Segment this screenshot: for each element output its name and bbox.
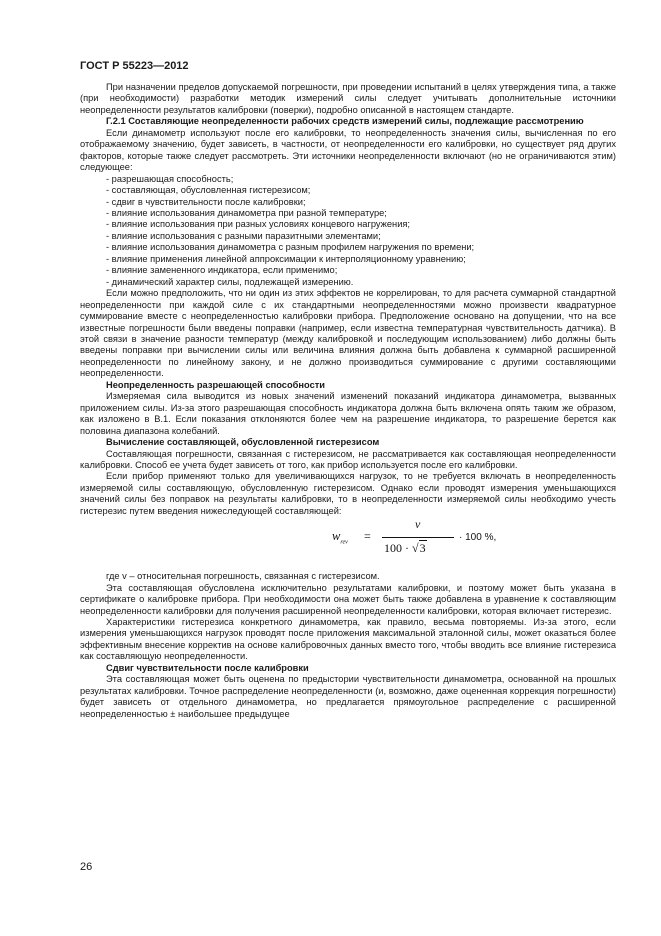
- section-heading: Сдвиг чувствительности после калибровки: [106, 662, 309, 673]
- page-number: 26: [80, 861, 93, 873]
- formula-denominator: 100 · √3: [384, 541, 426, 556]
- hysteresis-formula: [80, 517, 616, 571]
- list-item: - влияние использования при разных условиях концевого нагружения;: [106, 219, 411, 230]
- list-item: - составляющая, обусловленная гистерезисом;: [106, 185, 311, 196]
- body-paragraph: Составляющая погрешности, связанная с гистерезисом, не рассматривается как составляющая неопределенности калибровки. Способ ее учета будет зависеть от того, как прибор используется после его калибровки.: [80, 448, 616, 470]
- list-item: - влияние использования динамометра при разной температуре;: [106, 207, 387, 218]
- fraction-bar: [382, 537, 454, 538]
- document-header: ГОСТ Р 55223—2012: [80, 60, 189, 72]
- list-item: - сдвиг в чувствительности после калибровки;: [106, 196, 306, 207]
- formula-equals: =: [364, 529, 371, 544]
- formula-lhs: $w_{rev}$: [332, 529, 348, 546]
- section-heading: Неопределенность разрешающей способности: [106, 379, 326, 390]
- list-item: - влияние использования динамометра с разным профилем нагружения по времени;: [106, 242, 475, 253]
- formula-numerator: v: [415, 517, 421, 532]
- body-paragraph: Эта составляющая обусловлена исключительно результатами калибровки, и поэтому может быть указана в сертификате о калибровке прибора. При необходимости она может быть также добавлена в уравнение к составляющим неопределенности калибровки для получения расширенной неопределенности калибровки, которая включает гистерезис.: [80, 582, 616, 616]
- body-paragraph: Эта составляющая может быть оценена по предыстории чувствительности динамометра, основанной на прошлых результатах калибровки. Точное распределение неопределенности (и, возможно, даже оцененная коррекция погрешности) будет зависеть от отдельного динамометра, но предлагается прямоугольное распределение с расширенной неопределенностью ± наибольшее предыдущее: [80, 674, 616, 719]
- body-paragraph: Характеристики гистерезиса конкретного динамометра, как правило, весьма повторяемы. Из-за этого, если измерения уменьшающихся нагрузок проводят после приложения максимальной эталонной силы, может оказаться более эффективным внесение корректив на основе калибровочных данных вместо того, чтобы вводить все влияние гистерезиса как составляющую неопределенности.: [80, 617, 616, 662]
- document-body: [80, 82, 616, 720]
- formula-explanation: где v – относительная погрешность, связанная с гистерезисом.: [106, 571, 380, 582]
- body-paragraph: При назначении пределов допускаемой погрешности, при проведении испытаний в целях утверждения типа, а также (при необходимости) разработки методик измерений силы следует учитывать дополнительные источники неопределенности результатов калибровки (поверки), подробно описанной в настоящем стандарте.: [80, 82, 616, 115]
- body-paragraph: Если можно предположить, что ни один из этих эффектов не коррелирован, то для расчета суммарной стандартной неопределенности при каждой силе с их стандартными неопределенностями можно произвести квадратурное суммирование вместе с неопределенностью калибровки прибора. Предположение основано на допущении, что на все известные погрешности были введены поправки (например, если известна температурная чувствительность датчика). В этой связи в значение разности температур (между калибровкой и последующим использованием) либо должны быть введены поправки при вычислении силы или величина влияния должна быть добавлена к суммарной расширенной неопределенности по линейному закону, и не должно производиться суммирование с другими составляющими неопределенности.: [80, 288, 616, 379]
- body-paragraph: Измеряемая сила выводится из новых значений изменений показаний индикатора динамометра, вызванных приложением силы. Из-за этого разрешающая способность индикатора должна быть включена опять таким же образом, как изложено в В.1. Если показания отклоняются более чем на разрешение индикатора, то разрешение берется как половина диапазона колебаний.: [80, 391, 616, 436]
- list-item: - влияние использования с разными паразитными элементами;: [106, 230, 381, 241]
- list-item: - разрешающая способность;: [106, 173, 234, 184]
- list-item: - динамический характер силы, подлежащей измерению.: [106, 276, 354, 287]
- section-heading: Г.2.1 Составляющие неопределенности рабочих средств измерений силы, подлежащие рассмотрению: [106, 116, 584, 127]
- body-paragraph: Если прибор применяют только для увеличивающихся нагрузок, то не требуется включать в неопределенность измеряемой силы составляющую, обусловленную гистерезисом. Однако если проводят измерения уменьшающихся значений силы без поправок на результаты калибровки, то в неопределенности измеряемой силы необходимо учесть гистерезис путем введения нижеследующей составляющей:: [80, 471, 616, 516]
- formula-tail: · 100 %,: [459, 532, 497, 544]
- list-item: - влияние замененного индикатора, если применимо;: [106, 265, 338, 276]
- section-heading: Вычисление составляющей, обусловленной гистерезисом: [106, 437, 380, 448]
- body-paragraph: Если динамометр используют после его калибровки, то неопределенность значения силы, вычисленная по его отображаемому значению, будет зависеть, в частности, от неопределенности его калибровки, но существует ряд других факторов, которые также следует рассмотреть. Эти источники неопределенности включают (но не ограничиваются этим) следующее:: [80, 127, 616, 173]
- list-item: - влияние применения линейной аппроксимации к интерполяционному уравнению;: [106, 253, 466, 264]
